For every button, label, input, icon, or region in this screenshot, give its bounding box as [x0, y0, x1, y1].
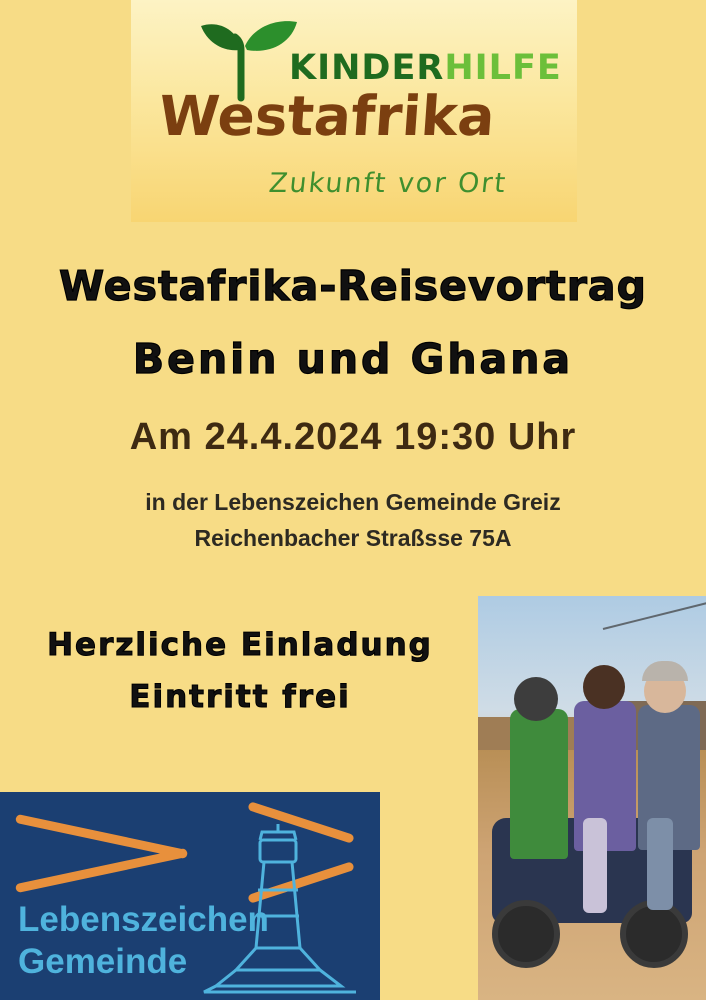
invitation-line2: Eintritt frei	[129, 679, 351, 715]
logo-hilfe-part: HILFE	[444, 48, 562, 88]
event-venue-line2: Reichenbacher Straßsse 75A	[194, 525, 512, 551]
event-venue-line1: in der Lebenszeichen Gemeinde Greiz	[145, 489, 561, 515]
page-title-line2: Benin und Ghana	[132, 335, 574, 383]
page-title-line1: Westafrika-Reisevortrag	[59, 262, 647, 310]
logo-kinder-part: KINDER	[289, 48, 445, 88]
logo-kinderhilfe-text	[289, 48, 562, 88]
logo-westafrika-text: Westafrika	[156, 84, 497, 148]
beam-left-lower	[15, 848, 188, 893]
partner-logo-line1: Lebenszeichen	[18, 900, 269, 939]
lebenszeichen-gemeinde-logo	[0, 792, 380, 1000]
photo-three-men-on-motorbike	[478, 596, 706, 1000]
photo-person-middle-head	[583, 665, 625, 709]
logo-tagline: Zukunft vor Ort	[267, 168, 509, 199]
photo-person-left-helmet	[514, 677, 558, 721]
event-datetime: Am 24.4.2024 19:30 Uhr	[129, 416, 577, 458]
photo-person-left	[510, 709, 568, 859]
photo-person-right-legs	[647, 818, 673, 910]
photo-person-middle-legs	[583, 818, 607, 913]
photo-front-wheel	[492, 900, 560, 968]
invitation-line1: Herzliche Einladung	[47, 627, 433, 663]
logo-banner	[131, 0, 577, 222]
partner-logo-line2: Gemeinde	[18, 942, 188, 981]
